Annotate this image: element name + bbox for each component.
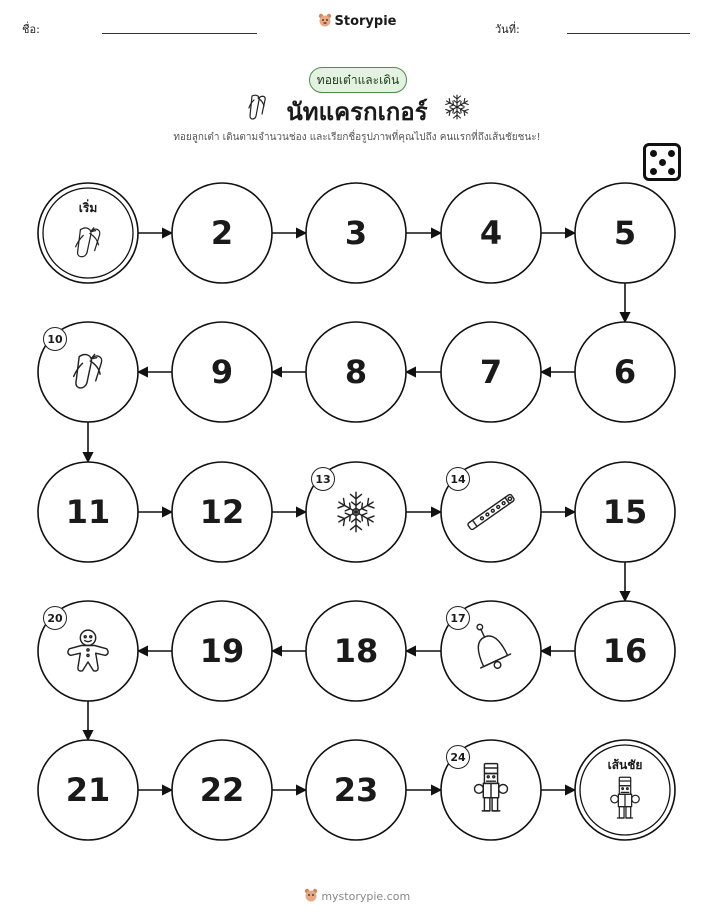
bear-icon: [304, 888, 318, 902]
space-number: 18: [333, 632, 379, 670]
space-number-badge: 24: [446, 745, 470, 769]
name-label: ชื่อ:: [22, 23, 40, 36]
space-number: 19: [199, 632, 245, 670]
space-number: 11: [65, 493, 111, 531]
space-number-badge: 10: [43, 327, 67, 351]
space-number: 22: [199, 771, 245, 809]
footer: [0, 888, 714, 903]
space-number: 15: [602, 493, 648, 531]
space-number: 5: [613, 214, 637, 252]
space-number: 4: [479, 214, 503, 252]
space-number: 16: [602, 632, 648, 670]
finish-label: เส้นชัย: [607, 758, 643, 772]
space-number: 6: [613, 353, 637, 391]
date-label: วันที่:: [495, 23, 520, 36]
space-number-badge: 13: [311, 467, 335, 491]
start-label: เริ่ม: [78, 201, 98, 215]
start-space: [38, 183, 138, 283]
game-type-tag: ทอยเต๋าและเดิน: [309, 67, 407, 93]
space-number: 2: [210, 214, 234, 252]
finish-space: [575, 740, 675, 840]
space-number: 21: [65, 771, 111, 809]
page-title: นัทแครกเกอร์: [286, 98, 428, 126]
space-number-badge: 20: [43, 606, 67, 630]
space-number: 8: [344, 353, 368, 391]
footer-site: mystorypie.com: [321, 890, 411, 903]
space-number: 3: [344, 214, 368, 252]
instructions: ทอยลูกเต๋า เดินตามจำนวนช่อง และเรียกชื่อรูปภาพที่คุณไปถึง คนแรกที่ถึงเส้นชัยชนะ!: [173, 132, 541, 143]
space-number-badge: 17: [446, 606, 470, 630]
space-number: 23: [333, 771, 379, 809]
brand-name: Storypie: [334, 14, 397, 29]
space-number: 12: [199, 493, 245, 531]
space-number: 9: [210, 353, 234, 391]
space-number: 7: [479, 353, 503, 391]
space-number-badge: 14: [446, 467, 470, 491]
